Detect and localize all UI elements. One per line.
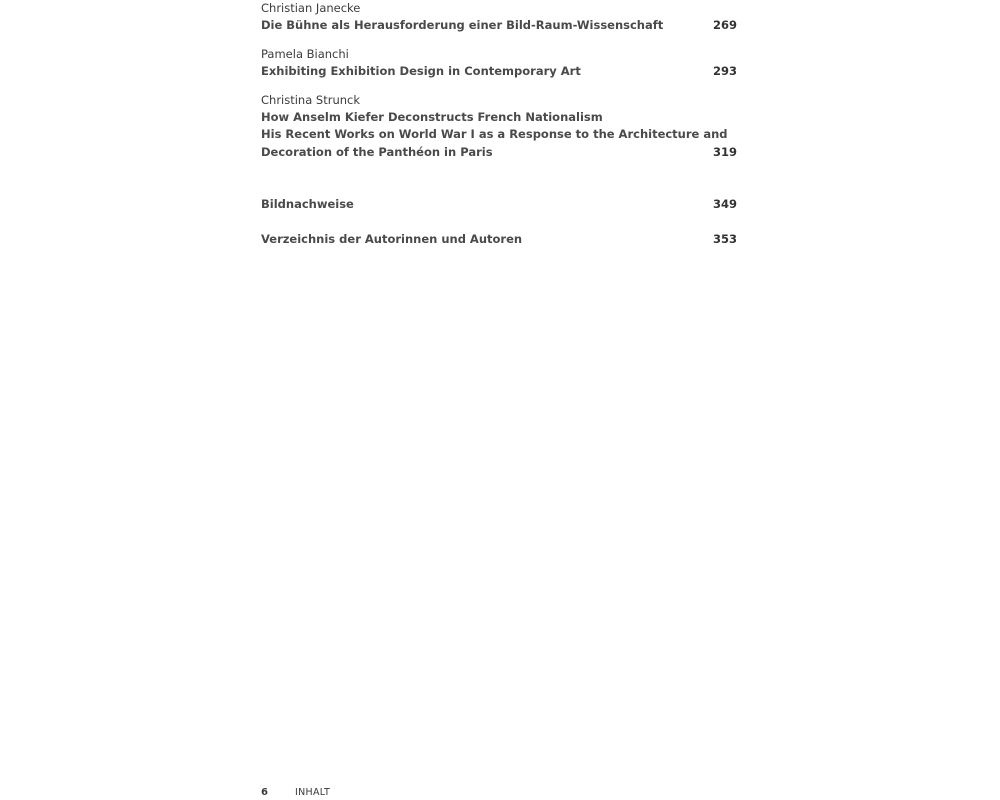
toc-entry-authors-index: [261, 231, 737, 248]
toc-entry-image-credits: [261, 196, 737, 213]
toc-entry-title: Exhibiting Exhibition Design in Contemporary Art: [261, 64, 581, 78]
toc-entry-subtitle: Decoration of the Panthéon in Paris: [261, 144, 493, 159]
toc-entry: [261, 0, 737, 34]
toc-entry-subtitle: His Recent Works on World War I as a Response to the Architecture and: [261, 127, 728, 142]
toc-entry: [261, 46, 737, 80]
toc-entry-author: Pamela Bianchi: [261, 47, 349, 61]
toc-entry-page-number: 269: [712, 18, 737, 32]
toc-entry-page-number: 349: [712, 197, 737, 211]
toc-entry-title: How Anselm Kiefer Deconstructs French Nationalism: [261, 110, 603, 124]
toc-entry-page-number: 319: [712, 144, 737, 159]
toc-entry-author: Christian Janecke: [261, 1, 361, 15]
toc-entry: [261, 92, 737, 161]
toc-entry-page-number: 353: [712, 232, 737, 246]
toc-entry-author: Christina Strunck: [261, 93, 361, 107]
page-footer: [261, 786, 330, 799]
toc-entry-title: Die Bühne als Herausforderung einer Bild-Raum-Wissenschaft: [261, 18, 664, 32]
toc-entry-title: Bildnachweise: [261, 197, 354, 211]
toc-entry-title: Verzeichnis der Autorinnen und Autoren: [261, 232, 523, 246]
footer-page-number: 6: [261, 787, 268, 798]
footer-running-head: INHALT: [295, 787, 331, 798]
toc-entry-page-number: 293: [712, 64, 737, 78]
